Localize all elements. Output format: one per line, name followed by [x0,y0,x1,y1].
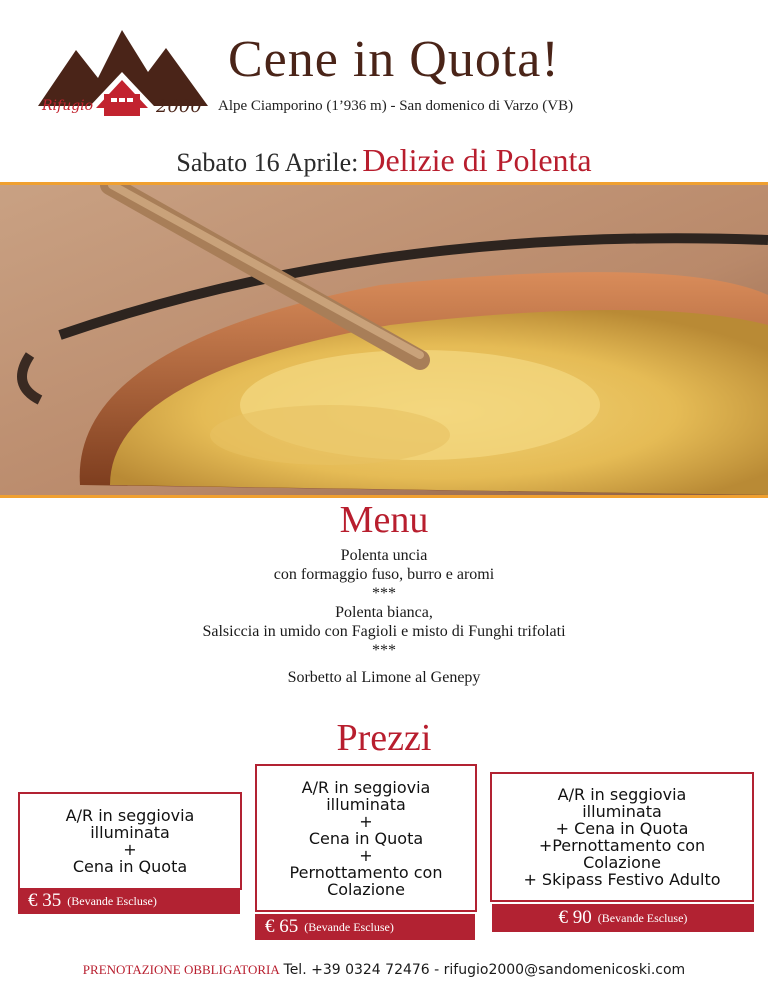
logo-text-right: 2000 [156,96,202,117]
price-badge-3 [492,904,754,932]
booking-required-label: PRENOTAZIONE OBBLIGATORIA [82,962,280,977]
package-line: + Skipass Festivo Adulto [523,870,721,889]
price-amount: € 35 [28,890,62,911]
logo-text-left: Rifugio [42,98,94,114]
rifugio-logo [38,28,214,124]
package-line: Colazione [327,879,405,899]
menu-separator: *** [372,642,396,659]
package-line: + [359,811,373,831]
event-line [0,142,768,179]
menu-line: Polenta bianca, [335,604,433,621]
package-card-2 [255,764,477,912]
event-date: Sabato 16 Aprile: [176,148,359,177]
location-subtitle: Alpe Ciamporino (1’936 m) - San domenico di Varzo (VB) [218,98,574,114]
price-badge-2 [255,914,475,940]
contact-info: Tel. +39 0324 72476 - rifugio2000@sandomenicoski.com [283,962,686,978]
footer [0,962,768,979]
price-badge-1 [18,888,240,914]
price-note: (Bevande Escluse) [597,910,688,925]
package-line: illuminata [582,802,662,821]
polenta-pot-illustration [0,185,768,495]
menu-line: con formaggio fuso, burro e aromi [273,566,495,583]
package-line: Cena in Quota [72,857,188,876]
menu-spacer [0,660,768,668]
menu-title: Menu [339,499,429,541]
package-line: Colazione [583,853,661,872]
price-note: (Bevande Escluse) [304,919,394,934]
package-card-1 [18,792,242,890]
package-line: A/R in seggiovia [301,777,431,797]
polenta-hero-image [0,182,768,498]
package-line: +Pernottamento con [538,836,706,855]
package-line: A/R in seggiovia [557,785,687,804]
prices-title: Prezzi [336,717,432,759]
menu-line: Salsiccia in umido con Fagioli e misto di Funghi trifolati [202,623,566,640]
price-note: (Bevande Escluse) [67,893,157,908]
package-line: + Cena in Quota [555,819,689,838]
package-line: illuminata [90,823,170,842]
price-amount: € 90 [558,907,592,928]
price-amount: € 65 [265,916,299,937]
package-line: + [359,845,373,865]
package-line: + [123,840,137,859]
menu-line: Polenta uncia [340,547,428,564]
menu-line: Sorbetto al Limone al Genepy [287,669,481,686]
package-line: A/R in seggiovia [65,806,195,825]
event-theme: Delizie di Polenta [362,142,592,178]
page-title: Cene in Quota! [228,31,560,88]
menu-separator: *** [372,585,396,602]
package-line: Pernottamento con [289,862,443,882]
package-line: Cena in Quota [308,828,424,848]
package-line: illuminata [326,794,406,814]
menu-list [0,546,768,687]
package-card-3 [490,772,754,902]
